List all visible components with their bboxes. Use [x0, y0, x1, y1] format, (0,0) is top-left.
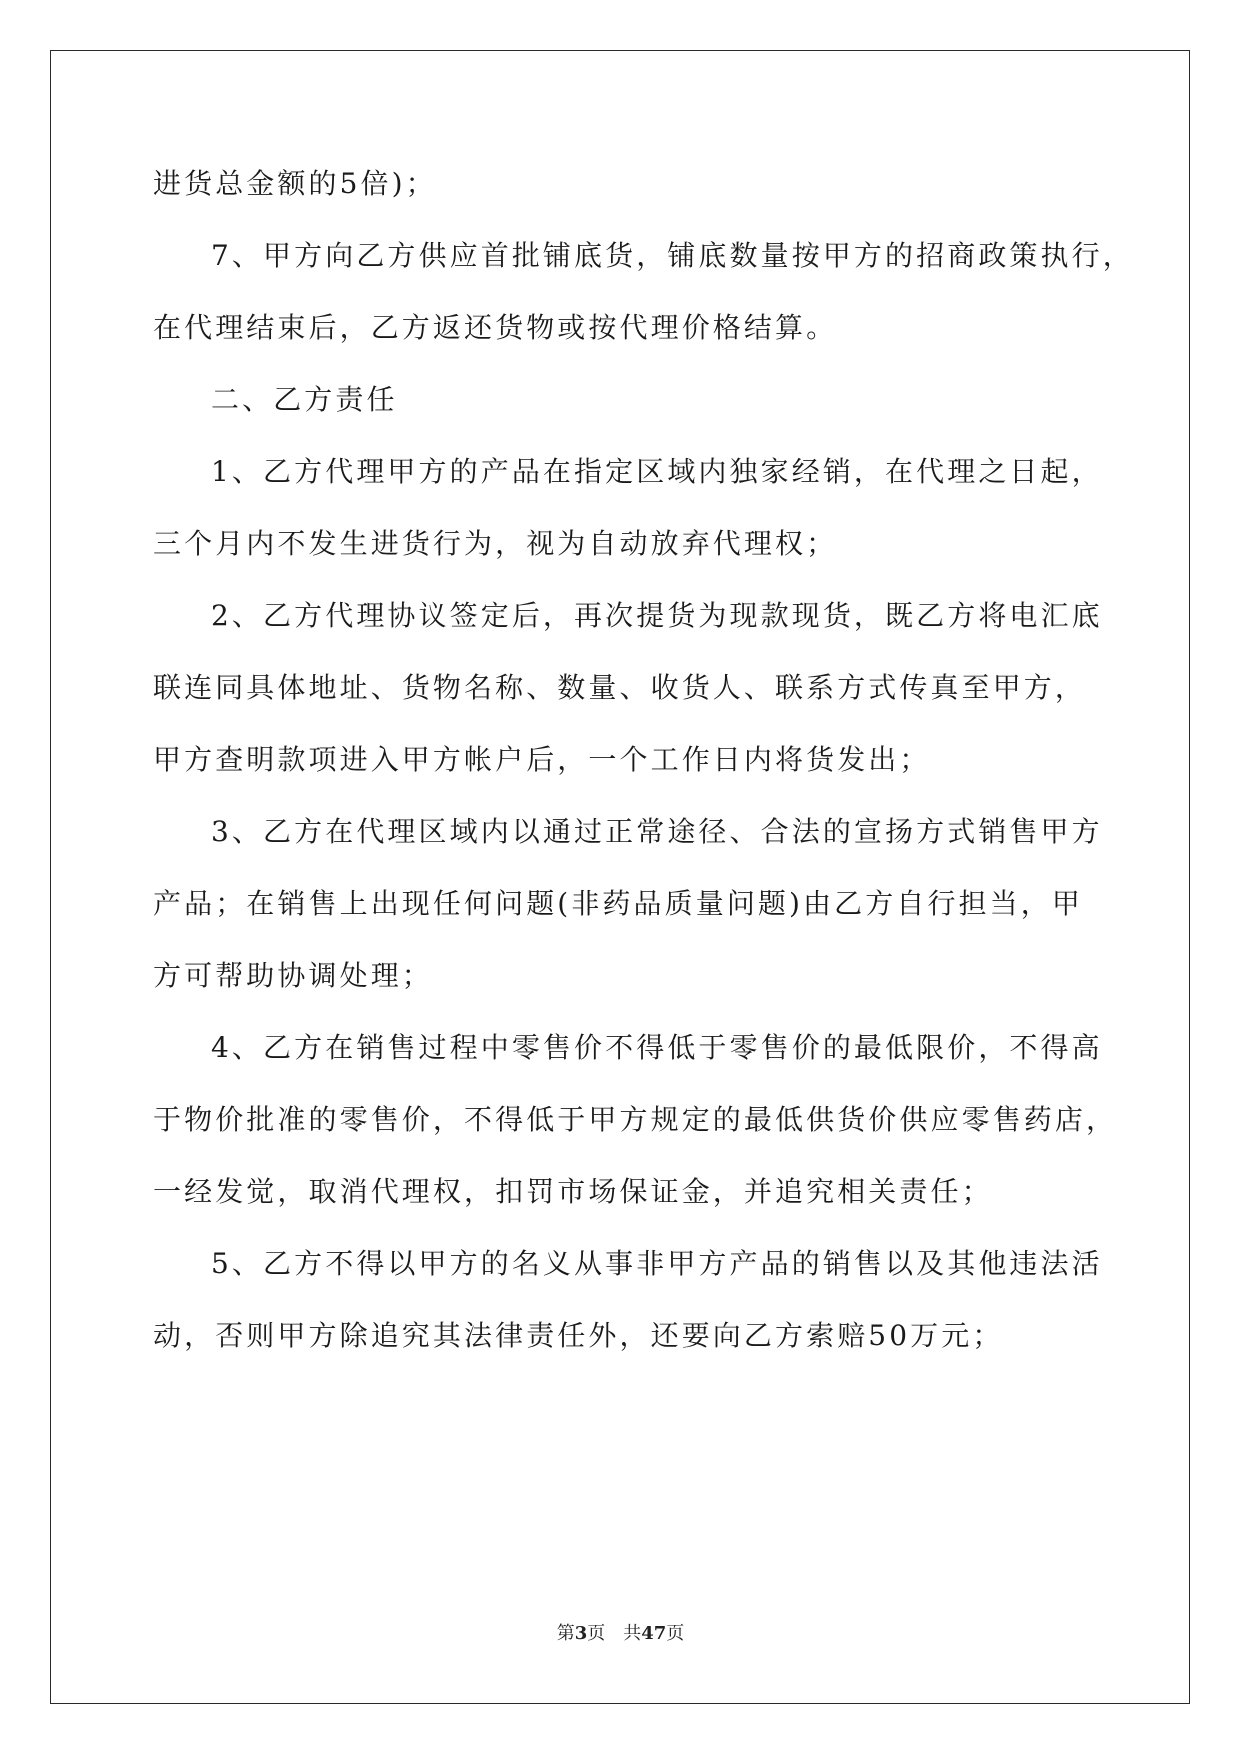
page-footer: [0, 1622, 1241, 1646]
section-heading: 二、乙方责任: [211, 383, 398, 416]
text-line: 三个月内不发生进货行为，视为自动放弃代理权；: [153, 527, 838, 560]
total-suffix: 页: [666, 1623, 685, 1644]
paragraph-5: 5、乙方不得以甲方的名义从事非甲方产品的销售以及其他违法活: [211, 1247, 1103, 1280]
paragraph-3: 3、乙方在代理区域内以通过正常途径、合法的宣扬方式销售甲方: [211, 815, 1103, 848]
text-line: 动，否则甲方除追究其法律责任外，还要向乙方索赔50万元；: [153, 1319, 1004, 1352]
paragraph-4: 4、乙方在销售过程中零售价不得低于零售价的最低限价，不得高: [211, 1031, 1103, 1064]
text-line: 联连同具体地址、货物名称、数量、收货人、联系方式传真至甲方，: [153, 671, 1087, 704]
text-line: 产品；在销售上出现任何问题(非药品质量问题)由乙方自行担当，甲: [153, 887, 1083, 920]
text-line: 在代理结束后，乙方返还货物或按代理价格结算。: [153, 311, 838, 344]
total-prefix: 共: [623, 1623, 642, 1644]
text-line: 一经发觉，取消代理权，扣罚市场保证金，并追究相关责任；: [153, 1175, 993, 1208]
page-prefix: 第: [556, 1623, 575, 1644]
page-border: [50, 50, 1190, 1704]
total-pages: 47: [641, 1623, 667, 1644]
text-line: 甲方查明款项进入甲方帐户后，一个工作日内将货发出；: [153, 743, 931, 776]
page-suffix: 页: [587, 1623, 606, 1644]
paragraph-2: 2、乙方代理协议签定后，再次提货为现款现货，既乙方将电汇底: [211, 599, 1103, 632]
paragraph-1: 1、乙方代理甲方的产品在指定区域内独家经销，在代理之日起，: [211, 455, 1103, 488]
paragraph-7: 7、甲方向乙方供应首批铺底货，铺底数量按甲方的招商政策执行，: [211, 239, 1134, 272]
text-line: 进货总金额的5倍)；: [153, 167, 437, 200]
page-number: 3: [574, 1623, 588, 1644]
text-line: 方可帮助协调处理；: [153, 959, 433, 992]
text-line: 于物价批准的零售价，不得低于甲方规定的最低供货价供应零售药店，: [153, 1103, 1118, 1136]
